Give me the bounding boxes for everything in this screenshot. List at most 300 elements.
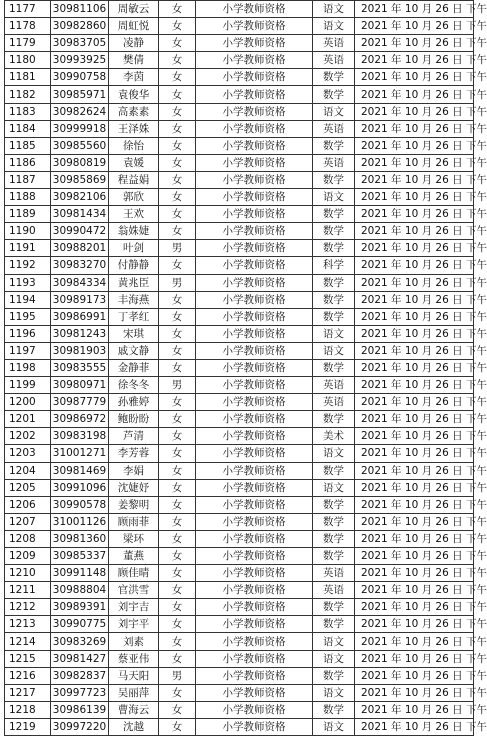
row-index-cell: 1201 — [5, 411, 51, 428]
subject-cell: 英语 — [313, 154, 355, 171]
qualification-cell: 小学教师资格 — [196, 377, 313, 394]
exam-number-cell: 30983269 — [51, 633, 109, 650]
exam-time-cell: 2021 年 10 月 26 日 下午 — [355, 633, 474, 650]
subject-cell: 数学 — [313, 548, 355, 565]
subject-cell: 数学 — [313, 291, 355, 308]
name-cell: 丰海燕 — [109, 291, 159, 308]
name-cell: 李茵 — [109, 69, 159, 86]
table-row — [5, 103, 474, 120]
qualification-cell: 小学教师资格 — [196, 633, 313, 650]
exam-time-cell: 2021 年 10 月 26 日 下午 — [355, 599, 474, 616]
gender-cell: 女 — [159, 223, 196, 240]
gender-cell: 女 — [159, 1, 196, 18]
exam-number-cell: 30988201 — [51, 240, 109, 257]
table-row — [5, 206, 474, 223]
row-index-cell: 1181 — [5, 69, 51, 86]
row-index-cell: 1182 — [5, 86, 51, 103]
exam-time-cell: 2021 年 10 月 26 日 下午 — [355, 18, 474, 35]
qualification-cell: 小学教师资格 — [196, 667, 313, 684]
name-cell: 王欢 — [109, 206, 159, 223]
qualification-cell: 小学教师资格 — [196, 650, 313, 667]
row-index-cell: 1197 — [5, 342, 51, 359]
exam-number-cell: 30985560 — [51, 137, 109, 154]
exam-number-cell: 30986972 — [51, 411, 109, 428]
table-row — [5, 513, 474, 530]
subject-cell: 语文 — [313, 189, 355, 206]
name-cell: 徐冬冬 — [109, 377, 159, 394]
row-index-cell: 1219 — [5, 718, 51, 735]
name-cell: 程益娟 — [109, 171, 159, 188]
candidate-table-sheet — [4, 0, 487, 736]
qualification-cell: 小学教师资格 — [196, 462, 313, 479]
gender-cell: 女 — [159, 206, 196, 223]
gender-cell: 女 — [159, 325, 196, 342]
subject-cell: 数学 — [313, 411, 355, 428]
subject-cell: 数学 — [313, 69, 355, 86]
exam-time-cell: 2021 年 10 月 26 日 下午 — [355, 325, 474, 342]
name-cell: 董燕 — [109, 548, 159, 565]
gender-cell: 女 — [159, 496, 196, 513]
qualification-cell: 小学教师资格 — [196, 206, 313, 223]
name-cell: 付静静 — [109, 257, 159, 274]
subject-cell: 语文 — [313, 342, 355, 359]
table-row — [5, 189, 474, 206]
exam-time-cell: 2021 年 10 月 26 日 下午 — [355, 342, 474, 359]
table-row — [5, 428, 474, 445]
table-row — [5, 394, 474, 411]
subject-cell: 语文 — [313, 445, 355, 462]
exam-number-cell: 30990775 — [51, 616, 109, 633]
row-index-cell: 1211 — [5, 582, 51, 599]
exam-time-cell: 2021 年 10 月 26 日 下午 — [355, 86, 474, 103]
qualification-cell: 小学教师资格 — [196, 548, 313, 565]
gender-cell: 女 — [159, 171, 196, 188]
subject-cell: 美术 — [313, 428, 355, 445]
table-row — [5, 86, 474, 103]
qualification-cell: 小学教师资格 — [196, 35, 313, 52]
exam-time-cell: 2021 年 10 月 26 日 下午 — [355, 257, 474, 274]
exam-number-cell: 30982106 — [51, 189, 109, 206]
gender-cell: 男 — [159, 667, 196, 684]
row-index-cell: 1184 — [5, 120, 51, 137]
qualification-cell: 小学教师资格 — [196, 189, 313, 206]
qualification-cell: 小学教师资格 — [196, 718, 313, 735]
name-cell: 王泽姝 — [109, 120, 159, 137]
qualification-cell: 小学教师资格 — [196, 599, 313, 616]
row-index-cell: 1215 — [5, 650, 51, 667]
name-cell: 沈越 — [109, 718, 159, 735]
row-index-cell: 1213 — [5, 616, 51, 633]
qualification-cell: 小学教师资格 — [196, 701, 313, 718]
qualification-cell: 小学教师资格 — [196, 223, 313, 240]
qualification-cell: 小学教师资格 — [196, 120, 313, 137]
exam-number-cell: 30987779 — [51, 394, 109, 411]
gender-cell: 女 — [159, 684, 196, 701]
row-index-cell: 1208 — [5, 530, 51, 547]
table-row — [5, 701, 474, 718]
gender-cell: 女 — [159, 616, 196, 633]
exam-time-cell: 2021 年 10 月 26 日 下午 — [355, 69, 474, 86]
row-index-cell: 1214 — [5, 633, 51, 650]
gender-cell: 女 — [159, 582, 196, 599]
gender-cell: 男 — [159, 240, 196, 257]
gender-cell: 男 — [159, 377, 196, 394]
name-cell: 凌静 — [109, 35, 159, 52]
table-row — [5, 633, 474, 650]
exam-number-cell: 30997220 — [51, 718, 109, 735]
subject-cell: 数学 — [313, 513, 355, 530]
name-cell: 刘宇平 — [109, 616, 159, 633]
gender-cell: 女 — [159, 479, 196, 496]
exam-time-cell: 2021 年 10 月 26 日 下午 — [355, 513, 474, 530]
table-row — [5, 240, 474, 257]
qualification-cell: 小学教师资格 — [196, 52, 313, 69]
exam-time-cell: 2021 年 10 月 26 日 下午 — [355, 240, 474, 257]
exam-time-cell: 2021 年 10 月 26 日 下午 — [355, 137, 474, 154]
row-index-cell: 1179 — [5, 35, 51, 52]
exam-number-cell: 30981360 — [51, 530, 109, 547]
row-index-cell: 1190 — [5, 223, 51, 240]
exam-time-cell: 2021 年 10 月 26 日 下午 — [355, 582, 474, 599]
name-cell: 吴丽萍 — [109, 684, 159, 701]
name-cell: 顾雨菲 — [109, 513, 159, 530]
exam-time-cell: 2021 年 10 月 26 日 下午 — [355, 291, 474, 308]
qualification-cell: 小学教师资格 — [196, 18, 313, 35]
qualification-cell: 小学教师资格 — [196, 445, 313, 462]
name-cell: 樊倩 — [109, 52, 159, 69]
exam-number-cell: 30982624 — [51, 103, 109, 120]
subject-cell: 英语 — [313, 35, 355, 52]
subject-cell: 数学 — [313, 599, 355, 616]
subject-cell: 数学 — [313, 462, 355, 479]
subject-cell: 数学 — [313, 240, 355, 257]
name-cell: 蔡亚伟 — [109, 650, 159, 667]
row-index-cell: 1185 — [5, 137, 51, 154]
exam-number-cell: 30981427 — [51, 650, 109, 667]
exam-time-cell: 2021 年 10 月 26 日 下午 — [355, 411, 474, 428]
gender-cell: 女 — [159, 633, 196, 650]
gender-cell: 女 — [159, 342, 196, 359]
row-index-cell: 1178 — [5, 18, 51, 35]
row-index-cell: 1204 — [5, 462, 51, 479]
row-index-cell: 1217 — [5, 684, 51, 701]
exam-time-cell: 2021 年 10 月 26 日 下午 — [355, 223, 474, 240]
row-index-cell: 1207 — [5, 513, 51, 530]
qualification-cell: 小学教师资格 — [196, 565, 313, 582]
row-index-cell: 1195 — [5, 308, 51, 325]
exam-time-cell: 2021 年 10 月 26 日 下午 — [355, 274, 474, 291]
name-cell: 叶剑 — [109, 240, 159, 257]
table-row — [5, 530, 474, 547]
name-cell: 袁媛 — [109, 154, 159, 171]
gender-cell: 女 — [159, 718, 196, 735]
qualification-cell: 小学教师资格 — [196, 154, 313, 171]
row-index-cell: 1192 — [5, 257, 51, 274]
qualification-cell: 小学教师资格 — [196, 394, 313, 411]
name-cell: 刘宇吉 — [109, 599, 159, 616]
gender-cell: 女 — [159, 18, 196, 35]
row-index-cell: 1188 — [5, 189, 51, 206]
exam-number-cell: 30980819 — [51, 154, 109, 171]
name-cell: 徐怡 — [109, 137, 159, 154]
table-row — [5, 582, 474, 599]
name-cell: 鲍盼盼 — [109, 411, 159, 428]
exam-number-cell: 30982860 — [51, 18, 109, 35]
table-row — [5, 69, 474, 86]
exam-number-cell: 30990758 — [51, 69, 109, 86]
name-cell: 高素素 — [109, 103, 159, 120]
exam-time-cell: 2021 年 10 月 26 日 下午 — [355, 701, 474, 718]
row-index-cell: 1200 — [5, 394, 51, 411]
name-cell: 官洪雪 — [109, 582, 159, 599]
table-row — [5, 411, 474, 428]
name-cell: 梁环 — [109, 530, 159, 547]
row-index-cell: 1218 — [5, 701, 51, 718]
name-cell: 姜黎明 — [109, 496, 159, 513]
table-row — [5, 154, 474, 171]
exam-number-cell: 30983555 — [51, 359, 109, 376]
candidate-table — [4, 0, 487, 736]
qualification-cell: 小学教师资格 — [196, 582, 313, 599]
exam-time-cell: 2021 年 10 月 26 日 下午 — [355, 428, 474, 445]
row-index-cell: 1180 — [5, 52, 51, 69]
table-row — [5, 120, 474, 137]
row-index-cell: 1196 — [5, 325, 51, 342]
row-index-cell: 1183 — [5, 103, 51, 120]
subject-cell: 数学 — [313, 359, 355, 376]
row-index-cell: 1212 — [5, 599, 51, 616]
qualification-cell: 小学教师资格 — [196, 274, 313, 291]
table-row — [5, 616, 474, 633]
gender-cell: 女 — [159, 120, 196, 137]
subject-cell: 英语 — [313, 377, 355, 394]
subject-cell: 数学 — [313, 206, 355, 223]
gender-cell: 女 — [159, 650, 196, 667]
exam-number-cell: 30985337 — [51, 548, 109, 565]
row-index-cell: 1189 — [5, 206, 51, 223]
subject-cell: 科学 — [313, 257, 355, 274]
exam-time-cell: 2021 年 10 月 26 日 下午 — [355, 667, 474, 684]
exam-time-cell: 2021 年 10 月 26 日 下午 — [355, 462, 474, 479]
table-row — [5, 445, 474, 462]
exam-time-cell: 2021 年 10 月 26 日 下午 — [355, 206, 474, 223]
subject-cell: 数学 — [313, 667, 355, 684]
exam-time-cell: 2021 年 10 月 26 日 下午 — [355, 479, 474, 496]
gender-cell: 女 — [159, 411, 196, 428]
exam-number-cell: 30988804 — [51, 582, 109, 599]
exam-time-cell: 2021 年 10 月 26 日 下午 — [355, 684, 474, 701]
gender-cell: 女 — [159, 701, 196, 718]
name-cell: 黄兆臣 — [109, 274, 159, 291]
qualification-cell: 小学教师资格 — [196, 513, 313, 530]
exam-time-cell: 2021 年 10 月 26 日 下午 — [355, 154, 474, 171]
name-cell: 马天阳 — [109, 667, 159, 684]
name-cell: 戚文静 — [109, 342, 159, 359]
exam-time-cell: 2021 年 10 月 26 日 下午 — [355, 189, 474, 206]
name-cell: 李娟 — [109, 462, 159, 479]
gender-cell: 女 — [159, 291, 196, 308]
table-row — [5, 308, 474, 325]
subject-cell: 语文 — [313, 18, 355, 35]
table-row — [5, 291, 474, 308]
exam-time-cell: 2021 年 10 月 26 日 下午 — [355, 35, 474, 52]
row-index-cell: 1202 — [5, 428, 51, 445]
exam-time-cell: 2021 年 10 月 26 日 下午 — [355, 308, 474, 325]
qualification-cell: 小学教师资格 — [196, 325, 313, 342]
gender-cell: 女 — [159, 548, 196, 565]
qualification-cell: 小学教师资格 — [196, 257, 313, 274]
subject-cell: 英语 — [313, 394, 355, 411]
exam-time-cell: 2021 年 10 月 26 日 下午 — [355, 565, 474, 582]
table-row — [5, 257, 474, 274]
gender-cell: 女 — [159, 428, 196, 445]
exam-time-cell: 2021 年 10 月 26 日 下午 — [355, 650, 474, 667]
name-cell: 李芳蓉 — [109, 445, 159, 462]
qualification-cell: 小学教师资格 — [196, 530, 313, 547]
qualification-cell: 小学教师资格 — [196, 171, 313, 188]
exam-time-cell: 2021 年 10 月 26 日 下午 — [355, 359, 474, 376]
table-row — [5, 35, 474, 52]
exam-number-cell: 30986139 — [51, 701, 109, 718]
gender-cell: 女 — [159, 257, 196, 274]
exam-number-cell: 30981434 — [51, 206, 109, 223]
table-row — [5, 359, 474, 376]
exam-number-cell: 30991148 — [51, 565, 109, 582]
name-cell: 周虹悦 — [109, 18, 159, 35]
exam-time-cell: 2021 年 10 月 26 日 下午 — [355, 171, 474, 188]
name-cell: 沈婕妤 — [109, 479, 159, 496]
gender-cell: 女 — [159, 154, 196, 171]
gender-cell: 男 — [159, 274, 196, 291]
name-cell: 袁俊华 — [109, 86, 159, 103]
qualification-cell: 小学教师资格 — [196, 359, 313, 376]
subject-cell: 语文 — [313, 684, 355, 701]
name-cell: 芦清 — [109, 428, 159, 445]
qualification-cell: 小学教师资格 — [196, 103, 313, 120]
row-index-cell: 1198 — [5, 359, 51, 376]
gender-cell: 女 — [159, 86, 196, 103]
exam-number-cell: 30999918 — [51, 120, 109, 137]
subject-cell: 数学 — [313, 223, 355, 240]
exam-time-cell: 2021 年 10 月 26 日 下午 — [355, 718, 474, 735]
gender-cell: 女 — [159, 565, 196, 582]
table-row — [5, 325, 474, 342]
row-index-cell: 1209 — [5, 548, 51, 565]
qualification-cell: 小学教师资格 — [196, 86, 313, 103]
exam-time-cell: 2021 年 10 月 26 日 下午 — [355, 445, 474, 462]
name-cell: 周敏云 — [109, 1, 159, 18]
row-index-cell: 1210 — [5, 565, 51, 582]
qualification-cell: 小学教师资格 — [196, 684, 313, 701]
exam-number-cell: 30985971 — [51, 86, 109, 103]
table-row — [5, 52, 474, 69]
exam-number-cell: 30983705 — [51, 35, 109, 52]
table-row — [5, 223, 474, 240]
row-index-cell: 1186 — [5, 154, 51, 171]
table-row — [5, 171, 474, 188]
row-index-cell: 1177 — [5, 1, 51, 18]
gender-cell: 女 — [159, 35, 196, 52]
exam-number-cell: 30981243 — [51, 325, 109, 342]
gender-cell: 女 — [159, 137, 196, 154]
name-cell: 曹海云 — [109, 701, 159, 718]
exam-time-cell: 2021 年 10 月 26 日 下午 — [355, 103, 474, 120]
row-index-cell: 1193 — [5, 274, 51, 291]
gender-cell: 女 — [159, 52, 196, 69]
table-row — [5, 18, 474, 35]
exam-number-cell: 30989391 — [51, 599, 109, 616]
name-cell: 郭欣 — [109, 189, 159, 206]
gender-cell: 女 — [159, 189, 196, 206]
gender-cell: 女 — [159, 513, 196, 530]
name-cell: 宋琪 — [109, 325, 159, 342]
exam-time-cell: 2021 年 10 月 26 日 下午 — [355, 52, 474, 69]
subject-cell: 语文 — [313, 103, 355, 120]
exam-number-cell: 30983270 — [51, 257, 109, 274]
subject-cell: 数学 — [313, 137, 355, 154]
exam-number-cell: 30986991 — [51, 308, 109, 325]
qualification-cell: 小学教师资格 — [196, 291, 313, 308]
table-row — [5, 496, 474, 513]
qualification-cell: 小学教师资格 — [196, 496, 313, 513]
qualification-cell: 小学教师资格 — [196, 308, 313, 325]
name-cell: 刘素 — [109, 633, 159, 650]
exam-number-cell: 30984334 — [51, 274, 109, 291]
qualification-cell: 小学教师资格 — [196, 428, 313, 445]
exam-number-cell: 30993925 — [51, 52, 109, 69]
exam-number-cell: 30982837 — [51, 667, 109, 684]
subject-cell: 语文 — [313, 650, 355, 667]
subject-cell: 英语 — [313, 565, 355, 582]
gender-cell: 女 — [159, 462, 196, 479]
table-row — [5, 137, 474, 154]
gender-cell: 女 — [159, 103, 196, 120]
exam-number-cell: 30989173 — [51, 291, 109, 308]
exam-number-cell: 30985869 — [51, 171, 109, 188]
row-index-cell: 1205 — [5, 479, 51, 496]
subject-cell: 英语 — [313, 582, 355, 599]
exam-time-cell: 2021 年 10 月 26 日 下午 — [355, 1, 474, 18]
gender-cell: 女 — [159, 394, 196, 411]
table-row — [5, 479, 474, 496]
subject-cell: 语文 — [313, 633, 355, 650]
subject-cell: 语文 — [313, 718, 355, 735]
table-row — [5, 667, 474, 684]
qualification-cell: 小学教师资格 — [196, 1, 313, 18]
subject-cell: 数学 — [313, 701, 355, 718]
qualification-cell: 小学教师资格 — [196, 479, 313, 496]
exam-time-cell: 2021 年 10 月 26 日 下午 — [355, 377, 474, 394]
subject-cell: 数学 — [313, 530, 355, 547]
exam-number-cell: 31001126 — [51, 513, 109, 530]
gender-cell: 女 — [159, 530, 196, 547]
row-index-cell: 1206 — [5, 496, 51, 513]
table-row — [5, 377, 474, 394]
subject-cell: 语文 — [313, 1, 355, 18]
subject-cell: 数学 — [313, 274, 355, 291]
subject-cell: 数学 — [313, 171, 355, 188]
qualification-cell: 小学教师资格 — [196, 69, 313, 86]
subject-cell: 数学 — [313, 86, 355, 103]
exam-number-cell: 30981469 — [51, 462, 109, 479]
exam-number-cell: 30980971 — [51, 377, 109, 394]
table-row — [5, 599, 474, 616]
name-cell: 金静菲 — [109, 359, 159, 376]
exam-time-cell: 2021 年 10 月 26 日 下午 — [355, 496, 474, 513]
table-row — [5, 1, 474, 18]
subject-cell: 英语 — [313, 52, 355, 69]
table-row — [5, 342, 474, 359]
